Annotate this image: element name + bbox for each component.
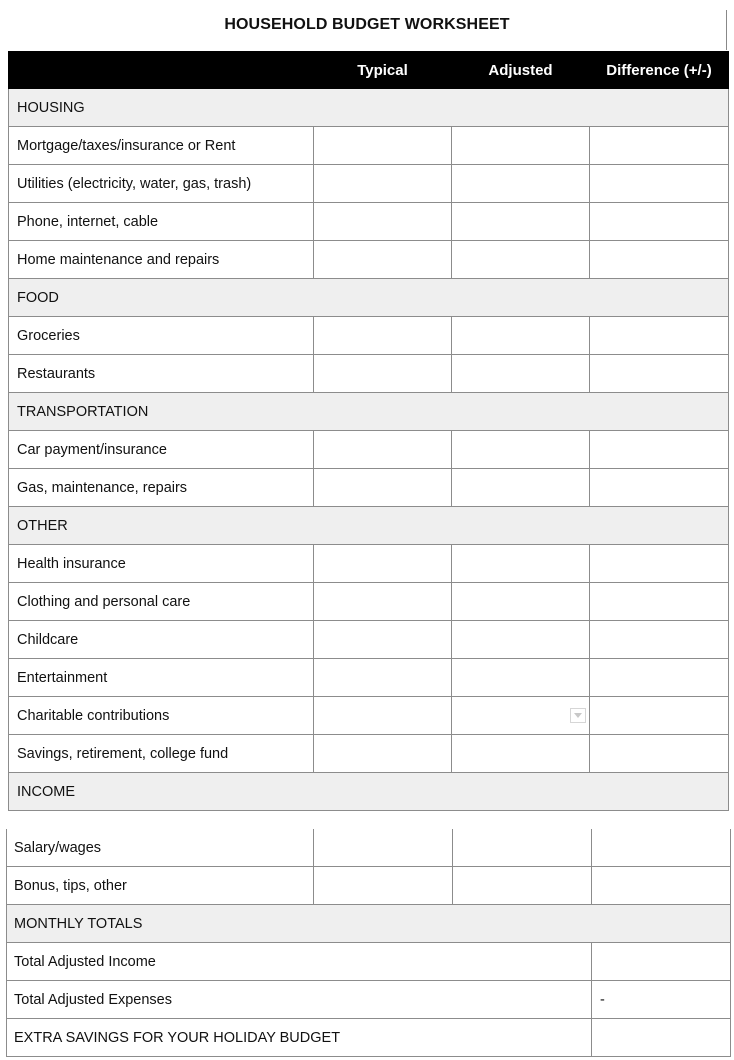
table-row bbox=[9, 203, 729, 241]
table-row bbox=[9, 165, 729, 203]
section-label: TRANSPORTATION bbox=[9, 393, 729, 431]
difference-cell[interactable] bbox=[590, 469, 729, 507]
typical-cell[interactable] bbox=[314, 583, 452, 621]
row-label: Bonus, tips, other bbox=[7, 867, 314, 905]
table-row bbox=[9, 127, 729, 165]
adjusted-cell[interactable] bbox=[452, 659, 590, 697]
typical-cell[interactable] bbox=[314, 241, 452, 279]
table-row bbox=[7, 943, 731, 981]
row-label: Childcare bbox=[9, 621, 314, 659]
section-label: OTHER bbox=[9, 507, 729, 545]
typical-cell[interactable] bbox=[314, 659, 452, 697]
typical-cell[interactable] bbox=[314, 545, 452, 583]
adjusted-cell[interactable] bbox=[452, 355, 590, 393]
section-other bbox=[9, 507, 729, 545]
income-totals-table bbox=[6, 829, 731, 1057]
typical-cell[interactable] bbox=[314, 735, 452, 773]
difference-cell[interactable] bbox=[590, 697, 729, 735]
adjusted-cell[interactable] bbox=[452, 317, 590, 355]
row-label: Groceries bbox=[9, 317, 314, 355]
adjusted-cell[interactable] bbox=[452, 735, 590, 773]
page-edge-line bbox=[726, 10, 727, 50]
typical-cell[interactable] bbox=[314, 697, 452, 735]
section-label: FOOD bbox=[9, 279, 729, 317]
row-label: Phone, internet, cable bbox=[9, 203, 314, 241]
typical-cell[interactable] bbox=[314, 621, 452, 659]
adjusted-cell[interactable] bbox=[452, 621, 590, 659]
difference-cell[interactable] bbox=[590, 317, 729, 355]
section-housing bbox=[9, 89, 729, 127]
difference-cell[interactable] bbox=[592, 867, 731, 905]
adjusted-cell[interactable] bbox=[452, 165, 590, 203]
section-income bbox=[9, 773, 729, 811]
table-row bbox=[7, 1019, 731, 1057]
table-row bbox=[7, 829, 731, 867]
row-label: Clothing and personal care bbox=[9, 583, 314, 621]
section-label: MONTHLY TOTALS bbox=[7, 905, 731, 943]
row-label: Charitable contributions bbox=[9, 697, 314, 735]
adjusted-cell[interactable] bbox=[452, 545, 590, 583]
adjusted-cell[interactable] bbox=[453, 829, 592, 867]
row-label: Home maintenance and repairs bbox=[9, 241, 314, 279]
row-label: Restaurants bbox=[9, 355, 314, 393]
section-label: HOUSING bbox=[9, 89, 729, 127]
typical-cell[interactable] bbox=[314, 317, 452, 355]
difference-cell[interactable] bbox=[590, 735, 729, 773]
total-expenses-cell[interactable]: - bbox=[592, 981, 731, 1019]
difference-cell[interactable] bbox=[590, 431, 729, 469]
adjusted-cell[interactable] bbox=[452, 697, 590, 735]
table-row bbox=[9, 659, 729, 697]
typical-cell[interactable] bbox=[314, 431, 452, 469]
difference-cell[interactable] bbox=[590, 165, 729, 203]
worksheet-title: HOUSEHOLD BUDGET WORKSHEET bbox=[224, 16, 510, 33]
row-label: Health insurance bbox=[9, 545, 314, 583]
typical-cell[interactable] bbox=[314, 355, 452, 393]
section-food bbox=[9, 279, 729, 317]
section-transportation bbox=[9, 393, 729, 431]
budget-table bbox=[8, 51, 729, 811]
typical-cell[interactable] bbox=[314, 867, 453, 905]
table-row bbox=[9, 735, 729, 773]
difference-cell[interactable] bbox=[590, 545, 729, 583]
difference-cell[interactable] bbox=[590, 583, 729, 621]
typical-cell[interactable] bbox=[314, 203, 452, 241]
section-monthly-totals bbox=[7, 905, 731, 943]
table-row bbox=[9, 545, 729, 583]
dropdown-arrow-icon[interactable] bbox=[570, 708, 586, 723]
difference-cell[interactable] bbox=[592, 829, 731, 867]
total-income-cell[interactable] bbox=[592, 943, 731, 981]
typical-cell[interactable] bbox=[314, 829, 453, 867]
table-row bbox=[9, 697, 729, 735]
typical-cell[interactable] bbox=[314, 469, 452, 507]
row-label: Car payment/insurance bbox=[9, 431, 314, 469]
row-label: Savings, retirement, college fund bbox=[9, 735, 314, 773]
difference-cell[interactable] bbox=[590, 659, 729, 697]
column-header-row bbox=[9, 52, 729, 89]
table-row bbox=[7, 981, 731, 1019]
difference-cell[interactable] bbox=[590, 203, 729, 241]
table-row bbox=[9, 469, 729, 507]
adjusted-cell[interactable] bbox=[452, 127, 590, 165]
section-label: INCOME bbox=[9, 773, 729, 811]
row-label: Total Adjusted Income bbox=[7, 943, 592, 981]
adjusted-cell[interactable] bbox=[452, 203, 590, 241]
table-row bbox=[7, 867, 731, 905]
row-label: Gas, maintenance, repairs bbox=[9, 469, 314, 507]
header-blank bbox=[9, 52, 314, 89]
difference-cell[interactable] bbox=[590, 241, 729, 279]
header-typical: Typical bbox=[314, 52, 452, 89]
adjusted-cell[interactable] bbox=[453, 867, 592, 905]
table-row bbox=[9, 583, 729, 621]
row-label: Utilities (electricity, water, gas, trash) bbox=[9, 165, 314, 203]
row-label: Mortgage/taxes/insurance or Rent bbox=[9, 127, 314, 165]
adjusted-cell[interactable] bbox=[452, 241, 590, 279]
row-label: EXTRA SAVINGS FOR YOUR HOLIDAY BUDGET bbox=[7, 1019, 592, 1057]
difference-cell[interactable] bbox=[590, 621, 729, 659]
table-row bbox=[9, 355, 729, 393]
row-label: Total Adjusted Expenses bbox=[7, 981, 592, 1019]
table-row bbox=[9, 621, 729, 659]
adjusted-cell[interactable] bbox=[452, 583, 590, 621]
typical-cell[interactable] bbox=[314, 165, 452, 203]
row-label: Entertainment bbox=[9, 659, 314, 697]
header-adjusted: Adjusted bbox=[452, 52, 590, 89]
adjusted-cell[interactable] bbox=[452, 469, 590, 507]
table-row bbox=[9, 241, 729, 279]
difference-cell[interactable] bbox=[590, 355, 729, 393]
header-difference: Difference (+/-) bbox=[590, 52, 729, 89]
difference-cell[interactable] bbox=[590, 127, 729, 165]
table-row bbox=[9, 431, 729, 469]
adjusted-cell[interactable] bbox=[452, 431, 590, 469]
extra-savings-cell[interactable] bbox=[592, 1019, 731, 1057]
typical-cell[interactable] bbox=[314, 127, 452, 165]
table-row bbox=[9, 317, 729, 355]
row-label: Salary/wages bbox=[7, 829, 314, 867]
